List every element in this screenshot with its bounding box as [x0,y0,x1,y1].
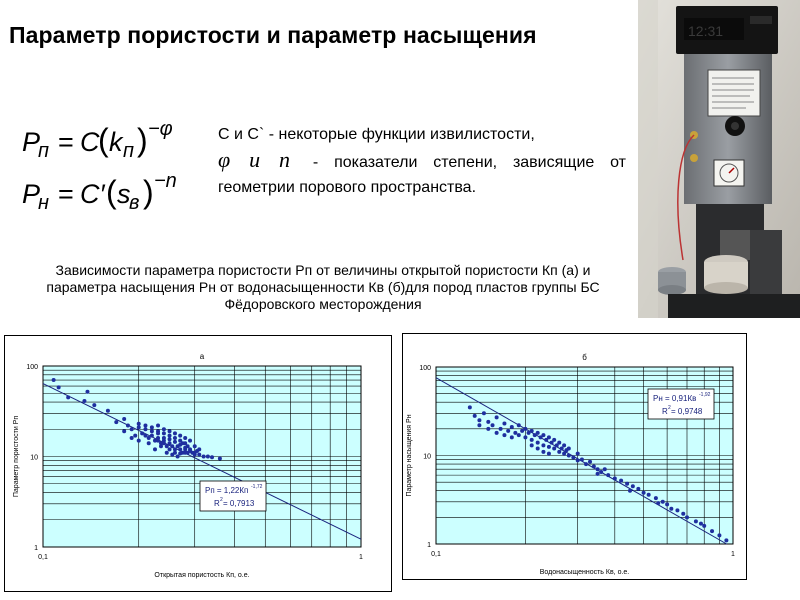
formula2-lparen: ( [106,174,117,210]
chartb-point [584,462,588,466]
chartb-point [592,465,596,469]
charta-point [122,429,126,433]
charta-point [153,447,157,451]
formula2-arg: s [117,179,131,209]
charta-point [173,451,177,455]
charta-y-tick-label: 10 [30,454,38,462]
description-line-1: С и С` - некоторые функции извилистости, [218,126,535,143]
charta-point [137,425,141,429]
chartb-x-tick-label: 1 [731,551,735,558]
formula1-lhs-sub: п [38,140,50,162]
chartb-point [541,433,545,437]
charta-point [176,455,180,459]
chartb-point [681,512,685,516]
chartb-point [710,529,714,533]
charta-point [168,434,172,438]
charta-r-squared-r: R [214,499,220,508]
chartb-point [495,431,499,435]
charta-point [143,427,147,431]
charta-point [173,436,177,440]
formula2-exp: −n [154,170,177,192]
charta-point [178,447,182,451]
chartb-equation-exponent: -1,92 [699,392,711,398]
charta-equation-exponent: -1,72 [251,484,263,490]
charta-point [178,434,182,438]
charta-point [143,434,147,438]
charta-point [165,444,169,448]
charta-point [52,378,56,382]
chartb-point [536,441,540,445]
chartb-y-axis-label: Параметр насыщения Рн [406,414,413,497]
charta-point [193,444,197,448]
chartb-point [599,470,603,474]
chartb-point [547,452,551,456]
chartb-point [675,508,679,512]
chartb-point [523,435,527,439]
charta-point [57,385,61,389]
chartb-point [571,455,575,459]
charta-point [193,453,197,457]
chartb-point [523,427,527,431]
formula1-lhs: P [22,127,41,157]
formula2-rparen: ) [143,174,154,210]
charta-point [202,455,206,459]
figure-caption: Зависимости параметра пористости Рп от величины открытой пористости Кп (а) и параметра насыщения Рн от водонасыщенности Кв (б)для пород пластов группы БС Фёдоровского месторождения [46,262,600,312]
chartb-point [502,433,506,437]
chartb-point [642,491,646,495]
chartb-point [625,482,629,486]
charta-point [82,399,86,403]
chartb-point [547,435,551,439]
formula1-eq: = [58,127,74,157]
chart-panel-b [402,333,747,580]
svg-text:12:31: 12:31 [688,23,724,39]
charta-point [162,431,166,435]
charta-r-squared-sup: 2 [220,497,223,503]
charta-point [165,451,169,455]
chartb-point [547,445,551,449]
chartb-point [603,467,607,471]
charta-point [137,439,141,443]
formulas [22,113,212,213]
chartb-point [477,423,481,427]
chartb-point [541,450,545,454]
chartb-point [530,443,534,447]
chartb-point [530,438,534,442]
chartb-point [536,431,540,435]
description-line-2 [218,147,626,175]
chartb-point [517,423,521,427]
charta-point [150,434,154,438]
chartb-point [552,438,556,442]
charta-point [162,436,166,440]
chartb-point [482,411,486,415]
charta-point [140,431,144,435]
charta-point [173,447,177,451]
charta-point [168,429,172,433]
chartb-point [656,501,660,505]
chartb-x-tick-label: 0,1 [431,551,441,558]
chartb-point [596,467,600,471]
charta-point [170,444,174,448]
charta-point [188,439,192,443]
chartb-point [517,433,521,437]
chart-b [403,334,746,579]
chartb-point [694,519,698,523]
formula-description [218,122,626,200]
chartb-point [510,435,514,439]
chartb-y-tick-label: 100 [419,365,431,372]
charta-point [156,439,160,443]
charta-point [183,451,187,455]
chartb-point [661,500,665,504]
chartb-point [576,458,580,462]
charta-point [92,403,96,407]
chartb-point [588,460,592,464]
chartb-point [613,476,617,480]
chartb-point [486,427,490,431]
formula1-exp: −φ [148,118,173,140]
formula1-arg-sub: п [123,140,135,162]
chartb-point [576,452,580,456]
charta-y-tick-label: 1 [34,545,38,552]
chartb-point [552,446,556,450]
chartb-point [486,420,490,424]
chartb-point [669,507,673,511]
charta-point [173,431,177,435]
charta-point [197,453,201,457]
chartb-point [724,538,728,542]
charta-point [133,434,137,438]
exponent-symbols: φ и n [218,147,292,172]
chartb-y-tick-label: 10 [423,453,431,461]
charta-point [106,409,110,413]
chartb-point [495,415,499,419]
chartb-point [665,502,669,506]
chartb-point [654,496,658,500]
charta-point [183,436,187,440]
chartb-title: б [582,353,587,362]
charta-equation-box [200,481,266,511]
charta-point [195,449,199,453]
chartb-point [499,427,503,431]
charta-point [183,446,187,450]
chartb-point [513,431,517,435]
charta-x-tick-label: 1 [359,554,363,561]
charta-point [162,427,166,431]
formula1-rparen: ) [137,122,148,158]
chartb-equation-box [648,389,714,419]
chartb-point [562,452,566,456]
chartb-point [530,429,534,433]
chartb-point [510,425,514,429]
chartb-r-squared-value: = 0,9748 [671,407,703,416]
chartb-point [619,479,623,483]
chart-a [5,336,391,591]
chartb-point [717,533,721,537]
chartb-point [562,443,566,447]
charta-point [66,395,70,399]
formula2-lhs-sub: н [38,192,50,213]
chartb-point [502,421,506,425]
chartb-equation: Рн = 0,91Кв [653,394,697,403]
chartb-point [628,489,632,493]
description-line-3: геометрии порового пространства. [218,179,477,196]
chartb-point [647,493,651,497]
charta-equation: Рп = 1,22Кп [205,486,249,495]
charta-point [218,457,222,461]
charta-point [159,444,163,448]
chartb-point [596,472,600,476]
chart-panel-a [4,335,392,592]
page-title: Параметр пористости и параметр насыщения [9,22,537,48]
charta-point [150,425,154,429]
charta-point [126,424,130,428]
chartb-r-squared-r: R [662,407,668,416]
charta-point [85,390,89,394]
description-line-2-text: - показатели степени, зависящие от [312,154,627,171]
chartb-point [606,473,610,477]
charta-point [156,431,160,435]
chartb-point [631,484,635,488]
charta-r-squared-value: = 0,7913 [223,499,255,508]
formula2-func: C′ [80,179,105,209]
chartb-point [557,450,561,454]
charta-y-tick-label: 100 [26,364,38,371]
charta-point [122,417,126,421]
charta-point [130,427,134,431]
chartb-point [567,446,571,450]
charta-point [114,420,118,424]
chartb-point [699,522,703,526]
charta-point [143,424,147,428]
charta-point [147,441,151,445]
charta-point [137,422,141,426]
chartb-point [702,524,706,528]
chartb-point [536,446,540,450]
charta-point [168,447,172,451]
formula2-lhs: P [22,179,41,209]
formula2-eq: = [58,179,74,209]
formula-saturation [22,170,177,213]
charta-point [168,441,172,445]
charta-x-axis-label: Открытая пористость Кп, о.е. [154,572,250,579]
chartb-point [473,414,477,418]
formula1-lparen: ( [98,122,109,158]
chartb-point [636,487,640,491]
charta-point [156,424,160,428]
charta-title: а [199,352,205,361]
formula2-arg-sub: в [129,192,140,213]
chartb-point [477,418,481,422]
charta-point [162,441,166,445]
charta-point [178,451,182,455]
chartb-point [506,429,510,433]
formula-porosity [22,118,173,162]
chartb-point [685,515,689,519]
chartb-x-axis-label: Водонасыщенность Кв, о.е. [539,569,630,576]
charta-point [150,429,154,433]
charta-point [206,455,210,459]
charta-point [168,437,172,441]
resistivity-device-photo [638,0,800,318]
chartb-point [491,423,495,427]
chartb-point [580,458,584,462]
formula1-arg: k [109,127,123,157]
charta-point [130,436,134,440]
charta-point [178,443,182,447]
chartb-r-squared-sup: 2 [668,405,671,411]
charta-point [147,436,151,440]
chartb-point [567,454,571,458]
charta-point [210,455,214,459]
chartb-point [468,405,472,409]
charta-point [188,449,192,453]
charta-y-axis-label: Параметр пористости Рп [13,415,20,498]
chartb-point [541,443,545,447]
chartb-point [557,441,561,445]
charta-x-tick-label: 0,1 [38,554,48,561]
formula1-func: C [80,127,100,157]
charta-point [173,440,177,444]
chartb-y-tick-label: 1 [427,542,431,549]
